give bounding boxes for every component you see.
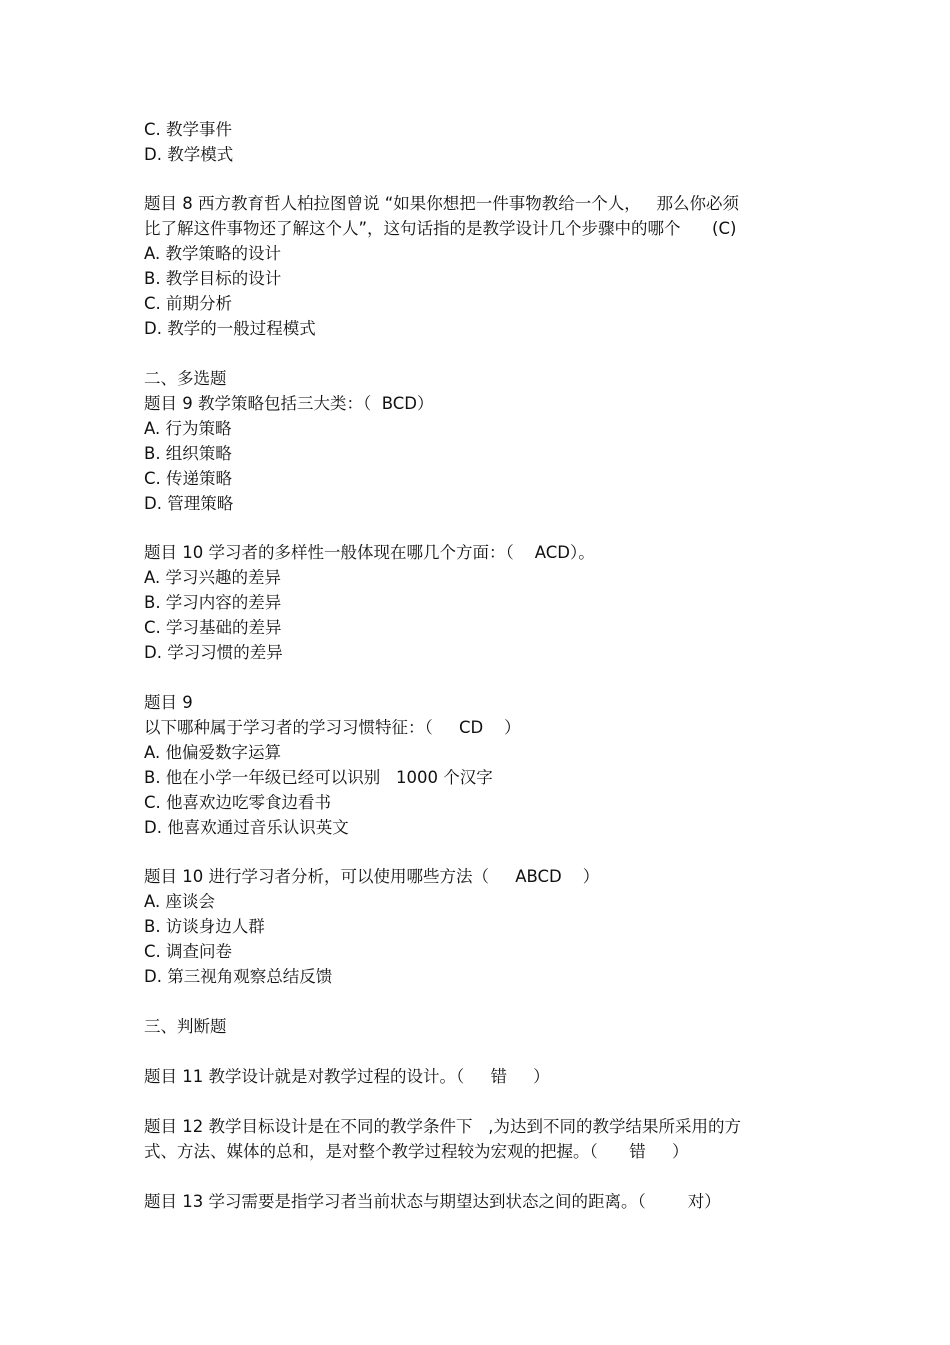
question-9b-label: 题目 9 xyxy=(144,693,193,712)
option-d-q7: D. 教学模式 xyxy=(144,145,234,164)
question-10: 题目 10 学习者的多样性一般体现在哪几个方面：（ ACD）。 xyxy=(144,543,595,562)
option-d-q9b: D. 他喜欢通过音乐认识英文 xyxy=(144,818,349,837)
section-heading-true-false: 三、判断题 xyxy=(144,1017,227,1036)
option-c-q10: C. 学习基础的差异 xyxy=(144,618,282,637)
option-a-q9: A. 行为策略 xyxy=(144,419,232,438)
question-8-line-2: 比了解这件事物还了解这个人”，这句话指的是教学设计几个步骤中的哪个 (C) xyxy=(144,219,737,238)
option-b-q9b: B. 他在小学一年级已经可以识别 1000 个汉字 xyxy=(144,768,493,787)
section-heading-multiple-choice: 二、多选题 xyxy=(144,369,227,388)
option-b-q8: B. 教学目标的设计 xyxy=(144,269,282,288)
option-c-q9: C. 传递策略 xyxy=(144,469,233,488)
question-11: 题目 11 教学设计就是对教学过程的设计。（ 错 ） xyxy=(144,1067,550,1086)
option-a-q9b: A. 他偏爱数字运算 xyxy=(144,743,281,762)
option-c-q8: C. 前期分析 xyxy=(144,294,233,313)
question-9: 题目 9 教学策略包括三大类：（ BCD） xyxy=(144,394,434,413)
question-12-line-1: 题目 12 教学目标设计是在不同的教学条件下 ,为达到不同的教学结果所采用的方 xyxy=(144,1117,741,1136)
question-8-line-1: 题目 8 西方教育哲人柏拉图曾说 “如果你想把一件事物教给一个人， 那么你必须 xyxy=(144,194,740,213)
question-10b: 题目 10 进行学习者分析，可以使用哪些方法（ ABCD ） xyxy=(144,867,600,886)
option-b-q9: B. 组织策略 xyxy=(144,444,232,463)
option-c-q7: C. 教学事件 xyxy=(144,120,233,139)
question-13: 题目 13 学习需要是指学习者当前状态与期望达到状态之间的距离。（ 对） xyxy=(144,1192,721,1211)
option-d-q10b: D. 第三视角观察总结反馈 xyxy=(144,967,333,986)
option-d-q8: D. 教学的一般过程模式 xyxy=(144,319,316,338)
option-b-q10: B. 学习内容的差异 xyxy=(144,593,282,612)
question-9b: 以下哪种属于学习者的学习习惯特征：（ CD ） xyxy=(144,718,521,737)
question-12-line-2: 式、方法、媒体的总和，是对整个教学过程较为宏观的把握。（ 错 ） xyxy=(144,1142,689,1161)
option-a-q8: A. 教学策略的设计 xyxy=(144,244,281,263)
option-a-q10: A. 学习兴趣的差异 xyxy=(144,568,281,587)
option-d-q10: D. 学习习惯的差异 xyxy=(144,643,283,662)
option-c-q10b: C. 调查问卷 xyxy=(144,942,233,961)
option-b-q10b: B. 访谈身边人群 xyxy=(144,917,265,936)
option-d-q9: D. 管理策略 xyxy=(144,494,234,513)
option-a-q10b: A. 座谈会 xyxy=(144,892,215,911)
option-c-q9b: C. 他喜欢边吃零食边看书 xyxy=(144,793,332,812)
